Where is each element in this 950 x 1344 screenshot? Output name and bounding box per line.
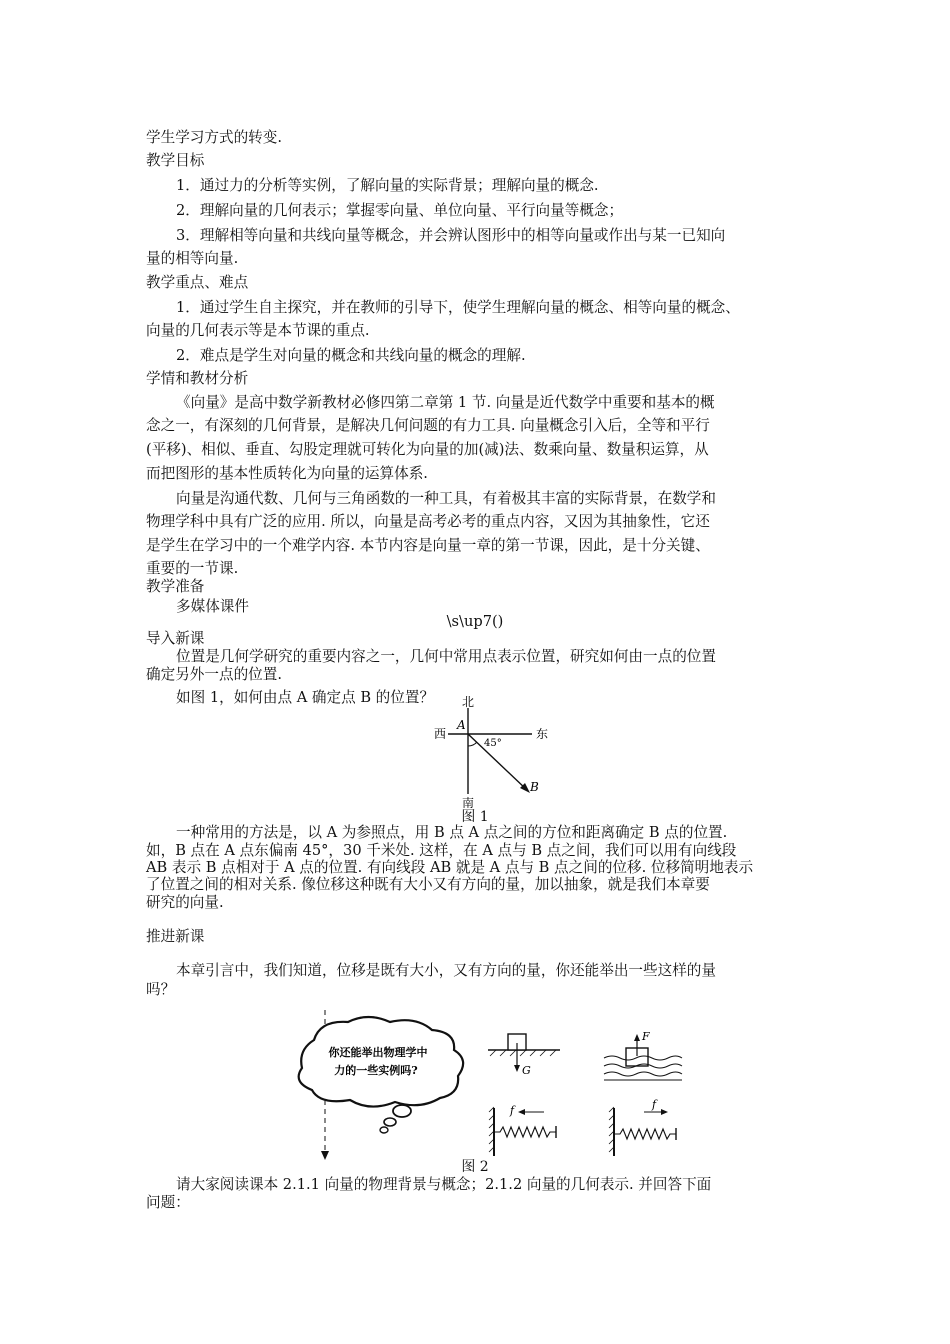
text-line: 问题： [146,1194,190,1211]
section-heading-preparation: 教学准备 [146,578,205,595]
text-line: AB 表示 B 点相对于 A 点的位置. 有向线段 AB 就是 A 点与 B 点之间的位移. 位移简明地表示 [146,859,754,876]
bubble-text-line1: 你还能举出物理学中 [328,1046,428,1059]
text-line: 向量是沟通代数、几何与三角函数的一种工具，有着极其丰富的实际背景，在数学和 [176,490,716,507]
text-line: 确定另外一点的位置. [146,666,282,683]
thought-bubble [299,1017,463,1107]
text-line: 而把图形的基本性质转化为向量的运算体系. [146,465,428,482]
section-heading-goals: 教学目标 [146,152,205,169]
text-line: 多媒体课件 [176,598,249,615]
figure-physics-examples [290,1010,690,1160]
text-line: 是学生在学习中的一个难学内容. 本节内容是向量一章的第一节课，因此，是十分关键、 [146,537,710,554]
arrowhead-icon [634,1034,640,1041]
label-east: 东 [536,727,549,741]
label-point-b: B [530,780,539,794]
text-line: 物理学科中具有广泛的应用. 所以，向量是高考必考的重点内容，又因为其抽象性，它还 [146,513,710,530]
text-line: 2．理解向量的几何表示；掌握零向量、单位向量、平行向量等概念； [176,202,624,219]
text-line: 向量的几何表示等是本节课的重点. [146,322,370,339]
text-line: 一种常用的方法是，以 A 为参照点，用 B 点 A 点之间的方位和距离确定 B 点的位置. [176,824,728,841]
angle-arc [468,742,477,746]
figure-caption: 图 2 [461,1159,489,1175]
text-line: 1．通过力的分析等实例，了解向量的实际背景；理解向量的概念. [176,177,599,194]
text-line: 了位置之间的相对关系. 像位移这种既有大小又有方向的量，加以抽象，就是我们本章要 [146,876,710,893]
bubble-dot [393,1105,411,1117]
label-g: G [522,1064,531,1077]
bubble-text-line2: 力的一些实例吗? [334,1064,418,1077]
figure-caption: 图 1 [461,809,489,825]
text-line: 如，B 点在 A 点东偏南 45°，30 千米处. 这样，在 A 点与 B 点之间，我们可以用有向线段 [146,842,737,859]
text-line: 位置是几何学研究的重要内容之一，几何中常用点表示位置，研究如何由一点的位置 [176,648,716,665]
water-wave [604,1072,682,1076]
code-line: \s\up7() [446,613,504,630]
text-line: 念之一，有深刻的几何背景，是解决几何问题的有力工具. 向量概念引入后，全等和平行 [146,417,710,434]
text-line: 如图 1，如何由点 A 确定点 B 的位置？ [176,689,435,706]
arrowhead-icon [518,1109,525,1115]
arrowhead-icon [661,1109,668,1115]
label-north: 北 [461,695,475,709]
section-heading-analysis: 学情和教材分析 [146,370,249,387]
bubble-dot [384,1118,396,1126]
arrowhead-icon [514,1065,520,1072]
text-line: 《向量》是高中数学新教材必修四第二章第 1 节. 向量是近代数学中重要和基本的概 [176,394,715,411]
label-f-right: f [652,1098,657,1111]
text-line: 2．难点是学生对向量的概念和共线向量的概念的理解. [176,347,526,364]
text-line: 本章引言中，我们知道，位移是既有大小，又有方向的量，你还能举出一些这样的量 [176,962,716,979]
text-line: 1．通过学生自主探究，并在教师的引导下，使学生理解向量的概念、相等向量的概念、 [176,299,740,316]
section-heading-key-points: 教学重点、难点 [146,274,249,291]
label-f-left: f [510,1104,515,1117]
section-heading-intro: 导入新课 [146,630,205,647]
text-line: 重要的一节课. [146,560,239,577]
text-line: 研究的向量. [146,894,224,911]
text-line: 量的相等向量. [146,250,239,267]
bubble-dot [380,1127,388,1133]
label-point-a: A [457,718,466,732]
text-line: 学生学习方式的转变. [146,129,282,146]
label-west: 西 [434,727,447,741]
label-f-buoyancy: F [642,1030,650,1043]
figure-compass-diagram [420,692,560,812]
text-line: (平移)、相似、垂直、勾股定理就可转化为向量的加(减)法、数乘向量、数量积运算，从 [146,441,709,458]
section-heading-new-lesson: 推进新课 [146,928,205,945]
spring [614,1129,676,1139]
text-line: 请大家阅读课本 2.1.1 向量的物理背景与概念；2.1.2 向量的几何表示. 并回答下面 [176,1176,712,1193]
label-south: 南 [461,796,475,810]
text-line: 3．理解相等向量和共线向量等概念，并会辨认图形中的相等向量或作出与某一已知向 [176,227,726,244]
text-line: 吗？ [146,981,176,998]
label-angle: 45° [484,738,502,749]
spring [494,1127,556,1137]
